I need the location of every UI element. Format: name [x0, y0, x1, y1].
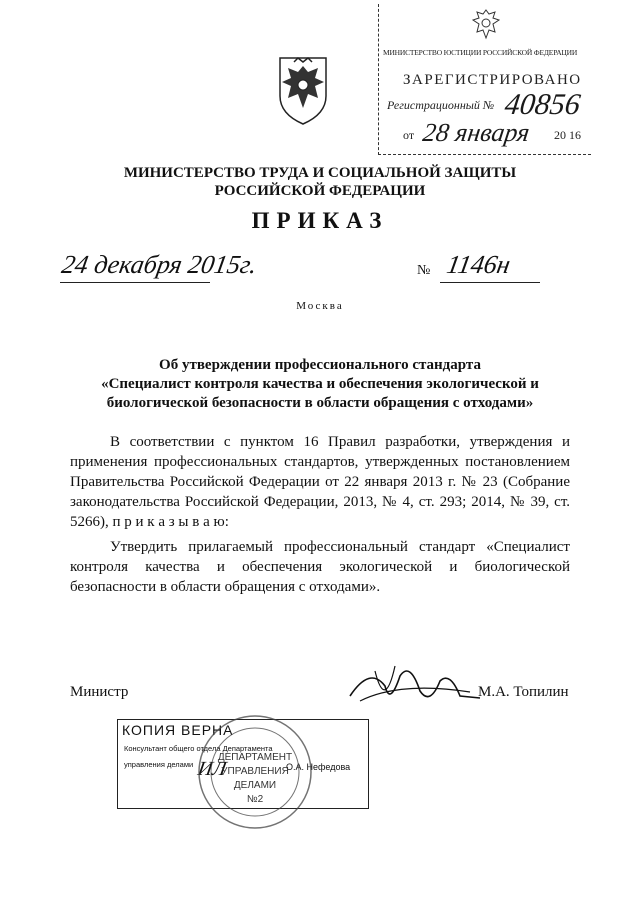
order-number: 1146н [444, 250, 513, 279]
minister-name: М.А. Топилин [478, 684, 569, 700]
number-underline [440, 282, 540, 283]
copy-stamp-line2: управления делами [124, 760, 194, 769]
copy-stamp-initials: ИЛ [196, 758, 229, 780]
number-sign: № [417, 263, 431, 278]
coat-of-arms-icon [272, 52, 334, 126]
date-underline [60, 282, 210, 283]
ministry-name-line1: МИНИСТЕРСТВО ТРУДА И СОЦИАЛЬНОЙ ЗАЩИТЫ [123, 165, 517, 181]
registration-ministry: МИНИСТЕРСТВО ЮСТИЦИИ РОССИЙСКОЙ ФЕДЕРАЦИИ [383, 48, 578, 57]
seal-text-top: ДЕПАРТАМЕНТ [217, 752, 293, 763]
order-date: 24 декабря 2015г. [59, 250, 260, 279]
subject-line2: «Специалист контроля качества и обеспечения экологической и [101, 376, 539, 392]
ministry-name-line2: РОССИЙСКОЙ ФЕДЕРАЦИИ [214, 183, 426, 199]
subject-line3: биологической безопасности в области обращения с отходами» [106, 395, 534, 411]
minister-position: Министр [70, 684, 129, 700]
copy-stamp-title: КОПИЯ ВЕРНА [122, 722, 234, 738]
subject-line1: Об утверждении профессионального стандарта [159, 357, 481, 373]
round-seal-icon [195, 712, 315, 832]
copy-stamp-line1: Консультант общего отдела Департамента [124, 744, 273, 753]
registration-stamp [378, 4, 591, 155]
ministry-name [0, 164, 640, 200]
city: Москва [296, 300, 344, 312]
order-title: ПРИКАЗ [251, 208, 389, 233]
seal-text-mid: УПРАВЛЕНИЯ [221, 766, 289, 777]
registration-date: 28 января [421, 118, 532, 147]
registration-number-label: Регистрационный № [387, 98, 495, 112]
body-paragraph-1: В соответствии с пунктом 16 Правил разработки, утверждения и применения профессиональных стандартов, утвержденных постановлением Правительства Российской Федерации от 22 января 2013 г. № 23 (Собрание законодательства Российской Федерации, 2013, № 4, ст. 293; 2014, № 39, ст. 5266), п р и к а з ы в а ю: [70, 434, 570, 530]
registration-year: 20 16 [554, 128, 581, 142]
copy-stamp-signer: О.А. Нефедова [286, 762, 351, 772]
eagle-emblem-icon [469, 6, 503, 44]
signature-icon [340, 656, 490, 716]
body-paragraph-2: Утвердить прилагаемый профессиональный стандарт «Специалист контроля качества и обеспечения экологической и биологической безопасности в области обращения с отходами». [70, 539, 570, 595]
registration-date-label: от [403, 128, 415, 142]
registration-number: 40856 [502, 88, 583, 121]
registration-title: ЗАРЕГИСТРИРОВАНО [403, 72, 582, 88]
seal-number: №2 [246, 794, 264, 805]
seal-text-bot: ДЕЛАМИ [233, 780, 277, 791]
order-subject [70, 356, 570, 413]
